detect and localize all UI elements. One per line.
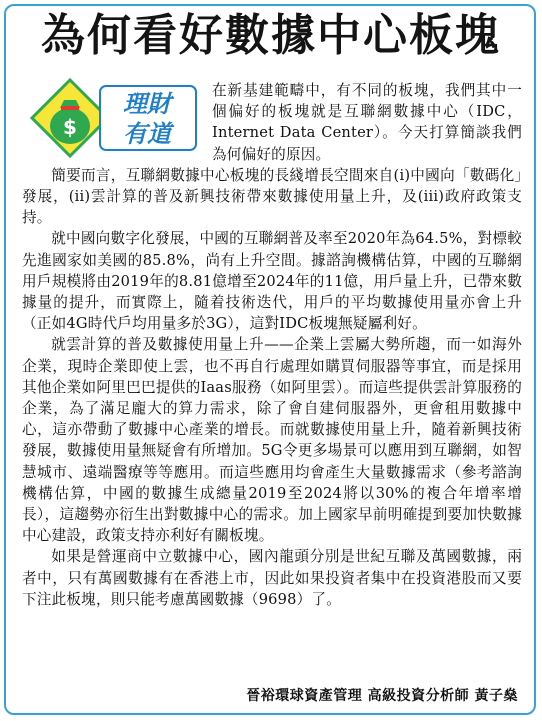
paragraph-3: 就中國向數字化發展，中國的互聯網普及率至2020年為64.5%，對標較先進國家如美國的85.8%，尚有上升空間。據諮詢機構估算，中國的互聯網用戶規模將由2019年的8.81億增至2024年的11億，用戶量上升，已帶來數據量的提升，而實際上，隨着技術迭代，用戶的平均數據使用量亦會上升（正如4G時代戶均用量多於3G），這對IDC板塊無疑屬利好。: [22, 230, 522, 333]
dollar-icon: $: [63, 115, 77, 139]
article-title: 為何看好數據中心板塊: [41, 10, 501, 61]
badge-line-2: 有道: [123, 120, 171, 148]
paragraph-4: 就雲計算的普及數據使用量上升——企業上雲屬大勢所趨，而一如海外企業，現時企業即使上雲，也不再自行處理如購買伺服器等事宜，而是採用其他企業如阿里巴巴提供的Iaas服務（如阿里雲）。而這些提供雲計算服務的企業，為了滿足龐大的算力需求，除了會自建伺服器外，更會租用數據中心，這亦帶動了數據中心產業的增長。而就數據使用量上升，隨着新興技術發展，數據使用量無疑會有所增加。5G令更多場景可以應用到互聯網，如智慧城市、遠端醫療等等應用。而這些應用均會產生大量數據需求（參考諮詢機構估算，中國的數據生成總量2019至2024將以30%的複合年增率增長），這趨勢亦衍生出對數據中心的需求。加上國家早前明確提到要加快數據中心建設，政策支持亦利好有關板塊。: [22, 336, 522, 545]
author-byline: 晉裕環球資產管理 高級投資分析師 黃子燊: [246, 688, 518, 704]
paragraph-2: 簡要而言，互聯網數據中心板塊的長綫增長空間來自(i)中國向「數碼化」發展，(ii)雲計算的普及新興技術帶來數據使用量上升，及(iii)政府政策支持。: [22, 166, 522, 227]
paragraph-1: 在新基建範疇中，有不同的板塊，我們其中一個偏好的板塊就是互聯網數據中心（IDC，Internet Data Center）。今天打算簡談我們為何偏好的原因。: [212, 82, 522, 163]
badge-line-1: 理財: [123, 90, 171, 118]
paragraph-5: 如果是營運商中立數據中心，國內龍頭分別是世紀互聯及萬國數據，兩者中，只有萬國數據有在香港上市，因此如果投資者集中在投資港股而又要下注此板塊，則只能考慮萬國數據（9698）了。: [22, 548, 522, 608]
article-body: [22, 80, 522, 610]
